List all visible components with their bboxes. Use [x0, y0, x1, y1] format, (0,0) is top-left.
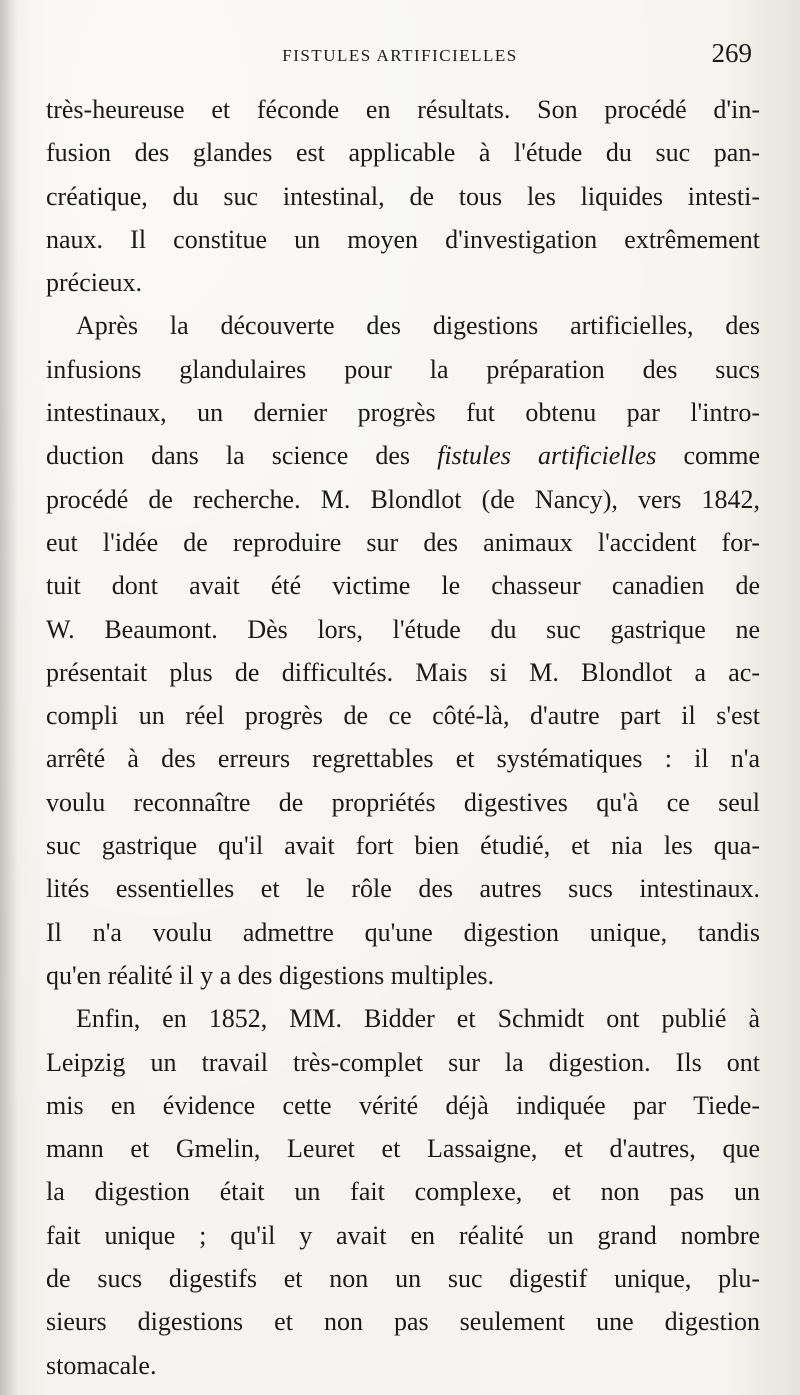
text-line: eut l'idée de reproduire sur des animaux l'accident for- [46, 527, 760, 557]
text-line: de sucs digestifs et non un suc digestif unique, plu- [46, 1264, 760, 1294]
text-line: intestinaux, un dernier progrès fut obtenu par l'intro- [46, 398, 760, 428]
paragraph-2 [46, 304, 760, 997]
text-line: qu'en réalité il y a des digestions multiples. [46, 960, 495, 990]
text-line: W. Beaumont. Dès lors, l'étude du suc gastrique ne [46, 614, 760, 644]
text-line: présentait plus de difficultés. Mais si M. Blondlot a ac- [46, 657, 760, 687]
text-line: suc gastrique qu'il avait fort bien étudié, et nia les qua- [46, 831, 760, 861]
text-line: naux. Il constitue un moyen d'investigation extrêmement [46, 224, 760, 254]
text-segment: duction dans la science des [46, 441, 411, 471]
text-line: tuit dont avait été victime le chasseur canadien de [46, 571, 760, 601]
text-line: stomacale. [46, 1350, 157, 1380]
text-line: lités essentielles et le rôle des autres sucs intestinaux. [46, 874, 760, 904]
page-header [44, 38, 756, 78]
text-line: Enfin, en 1852, MM. Bidder et Schmidt ont publié à [76, 1004, 760, 1034]
text-line: précieux. [46, 268, 143, 298]
text-line: arrêté à des erreurs regrettables et systématiques : il n'a [46, 744, 760, 774]
text-line: mann et Gmelin, Leuret et Lassaigne, et d'autres, que [46, 1134, 760, 1164]
text-line: la digestion était un fait complexe, et non pas un [46, 1177, 760, 1207]
paragraph-3 [46, 997, 760, 1387]
text-segment: comme [683, 441, 761, 471]
text-line: Leipzig un travail très-complet sur la digestion. Ils ont [46, 1047, 760, 1077]
text-line: fait unique ; qu'il y avait en réalité un grand nombre [46, 1220, 760, 1250]
text-line: infusions glandulaires pour la préparation des sucs [46, 354, 760, 384]
text-line: voulu reconnaître de propriétés digestives qu'à ce seul [46, 787, 760, 817]
text-line: Il n'a voulu admettre qu'une digestion unique, tandis [46, 917, 760, 947]
body-text [46, 88, 760, 1387]
italic-phrase: fistules artificielles [437, 441, 657, 471]
text-line: très-heureuse et féconde en résultats. Son procédé d'in- [46, 95, 760, 124]
text-line: Après la découverte des digestions artificielles, des [76, 311, 760, 341]
text-line: procédé de recherche. M. Blondlot (de Nancy), vers 1842, [46, 484, 760, 514]
text-line: créatique, du suc intestinal, de tous les liquides intesti- [46, 181, 760, 211]
text-line: fusion des glandes est applicable à l'étude du suc pan- [46, 138, 760, 168]
text-line: compli un réel progrès de ce côté-là, d'autre part il s'est [46, 701, 760, 731]
text-line-with-italic [46, 434, 760, 477]
paragraph-1 [46, 88, 760, 304]
page-gutter-shadow [0, 0, 18, 1395]
text-line: mis en évidence cette vérité déjà indiquée par Tiede- [46, 1090, 760, 1120]
text-line: sieurs digestions et non pas seulement une digestion [46, 1307, 760, 1337]
page-number: 269 [711, 38, 752, 68]
running-title: FISTULES ARTIFICIELLES [282, 46, 518, 65]
